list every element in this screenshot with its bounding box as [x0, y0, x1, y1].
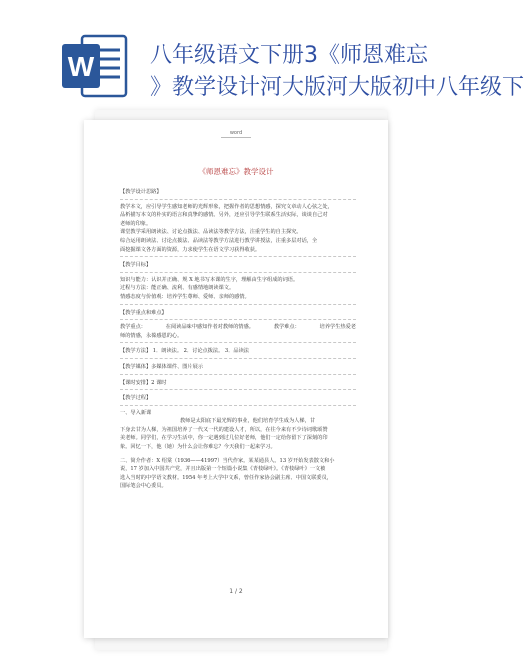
divider — [120, 374, 356, 375]
key-point-text: 在阅读品味中感知作者对教师的情感。 — [165, 324, 254, 331]
difficulty-label: 教学难点： — [273, 324, 300, 331]
divider — [120, 272, 356, 273]
paragraph-line: 选入当时的中学语文教材。1954 年考上大学中文系，曾任作家协会副主席、中国文联委员， — [120, 474, 332, 481]
paragraph-line: 情感态度与价值观：培养学生尊师、爱师、亲师的感情。 — [120, 293, 250, 300]
paragraph-line: 教学本文，应引导学生感知老师的光辉形象，把握作者的思想情感，探究文章动人心弦之处， — [120, 203, 333, 210]
difficulty-text: 培养学生热爱老 — [319, 324, 356, 331]
page-header-label: word — [229, 130, 243, 136]
doc-title: 《师恩难忘》教学设计 — [198, 167, 274, 176]
divider — [120, 319, 356, 320]
divider — [120, 304, 356, 305]
paragraph-line: 教师是太阳底下最光辉的事业，他们培育学生成为人梯，甘 — [180, 418, 315, 425]
paragraph-line: 国际笔会中心委员。 — [120, 483, 167, 490]
section-heading: 【教学过程】 — [120, 395, 152, 402]
page-header — [84, 130, 388, 138]
paragraph-line: 说，17 岁加入中国共产党，并且出版第一个短篇小说集《青枝绿叶》。《青枝绿叶》一文被 — [120, 466, 326, 473]
paragraph-line: 美老师。同学们，在学习生活中，你一定遇到过几位好老师，他们一定给你留下了深刻的印 — [120, 435, 328, 442]
section-heading: 【教学媒体】多媒体课件、图片展示 — [120, 363, 204, 370]
doc-content — [120, 184, 356, 491]
svg-text:W: W — [67, 51, 95, 82]
header-band — [0, 0, 524, 118]
paragraph-line: 课堂教学采用朗读法、讨论点拨法、品读法等教学方法，注重学生的自主探究。 — [120, 229, 302, 236]
divider — [120, 199, 356, 200]
document-title-line-2: 》教学设计河大版河大版初中八年级下 — [150, 75, 524, 100]
section-heading: 【课时安排】2 课时 — [120, 379, 167, 386]
paragraph-line: 综合运用朗读法、讨论点拨法、品读法等教学方法进行教学讲授法，注重多层对话，全 — [120, 237, 318, 244]
paragraph-line: 老师的印象。 — [120, 220, 152, 227]
divider — [120, 358, 356, 359]
section-heading: 【教学重点和难点】 — [120, 309, 167, 316]
section-heading: 【教学设计思路】 — [120, 189, 162, 195]
paragraph-line: 二、简介作者：X 绍棠（1936——41997）当代作家。某某通县人。13 岁开始发表散文和小 — [120, 457, 335, 464]
divider — [120, 256, 356, 257]
paragraph-line: 下身去甘为人梯，为祖国培养了一代又一代的建设人才，所以，在往今来有不少诗词歌颂赞 — [120, 426, 328, 433]
divider — [120, 342, 356, 343]
divider — [120, 405, 356, 406]
page-header-rule — [221, 137, 251, 138]
paragraph-line: 象。回忆一下，他（她）为什么会让你难忘？今天我们一起来学习。 — [120, 444, 276, 451]
paragraph-line: 品析描写本文的朴实的语言和真挚的感情。另外，还应引导学生联系生活实际，谈谈自己对 — [120, 212, 328, 219]
document-title-line-1: 八年级语文下册3《师恩难忘 — [150, 43, 428, 68]
subheading: 一、导入新课 — [120, 409, 152, 416]
key-point-label: 教学重点： — [120, 324, 146, 331]
paragraph-line: 师的情感，永葆感恩的心。 — [120, 332, 183, 339]
page-number: 1 / 2 — [229, 588, 243, 595]
paragraph-line: 面挖掘课文各方面的资源，力求使学生在语文学习获得收获。 — [120, 246, 261, 253]
divider — [120, 389, 356, 390]
section-heading: 【教学目标】 — [120, 262, 152, 269]
document-page — [84, 120, 388, 638]
section-heading: 【教学方法】 1．朗读法。 2．讨论点拨法。 3．品读法 — [120, 348, 249, 355]
paragraph-line: 知识与能力：认识并正确、规 X 地书写本课的生字，理解由生字组成的词语。 — [120, 276, 299, 283]
paragraph-line: 过程与方法：能正确、流利、有感情地朗读课文。 — [120, 285, 235, 292]
key-points-row — [120, 323, 356, 332]
word-icon — [60, 32, 130, 100]
